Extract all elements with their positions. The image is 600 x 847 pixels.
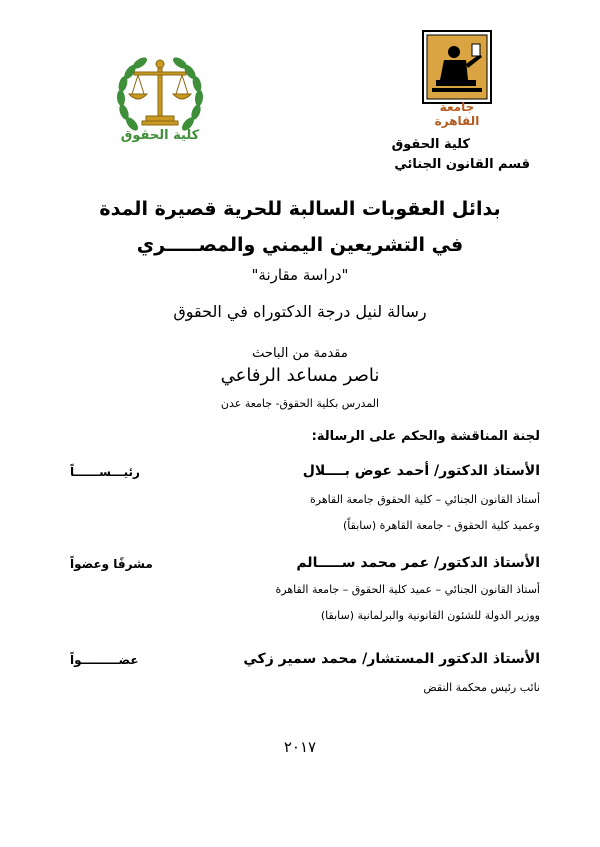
committee-member-role: مشرفًا وعضواً bbox=[70, 557, 153, 571]
researcher-position: المدرس بكلية الحقوق- جامعة عدن bbox=[220, 397, 380, 410]
committee-member-name: الأستاذ الدكتور/ أحمد عوض بــــلال bbox=[302, 463, 540, 479]
department-name: قسم القانون الجنائي bbox=[394, 157, 530, 172]
university-logo-text: جامعة القاهرة bbox=[434, 100, 480, 128]
committee-member-detail: أستاذ القانون الجنائي – عميد كلية الحقوق – جامعة القاهرة bbox=[275, 583, 540, 596]
cairo-university-logo bbox=[422, 30, 492, 128]
study-type: "دراسة مقارنة" bbox=[251, 266, 349, 284]
faculty-of-law-logo bbox=[110, 50, 210, 155]
committee-member-detail: أستاذ القانون الجنائي – كلية الحقوق جامعة القاهرة bbox=[310, 493, 540, 506]
committee-heading: لجنة المناقشة والحكم على الرسالة: bbox=[311, 429, 540, 444]
thesis-title-line-1: بدائل العقوبات السالبة للحرية قصيرة المدة bbox=[99, 198, 501, 220]
committee-member-name: الأستاذ الدكتور/ عمر محمد ســـــالم bbox=[296, 555, 540, 571]
researcher-name: ناصر مساعد الرفاعي bbox=[220, 365, 380, 386]
faculty-name: كلية الحقوق bbox=[391, 137, 470, 152]
committee-member-name: الأستاذ الدكتور المستشار/ محمد سمير زكي bbox=[243, 651, 540, 667]
faculty-logo-text: كلية الحقوق bbox=[120, 128, 200, 143]
publication-year: ٢٠١٧ bbox=[283, 738, 317, 756]
thesis-title-line-2: في التشريعين اليمني والمصـــــري bbox=[136, 234, 464, 256]
committee-member-role: رئيـــســــــاً bbox=[70, 465, 140, 479]
committee-member-detail: ووزير الدولة للشئون القانونية والبرلمانية (سابقا) bbox=[320, 609, 540, 622]
committee-member-detail: وعميد كلية الحقوق - جامعة القاهرة (سابقاً) bbox=[343, 519, 540, 532]
degree-statement: رسالة لنيل درجة الدكتوراه في الحقوق bbox=[173, 302, 427, 321]
prepared-by-label: مقدمة من الباحث bbox=[252, 346, 348, 361]
committee-member-detail: نائب رئيس محكمة النقض bbox=[423, 681, 540, 694]
committee-member-role: عضـــــــــواً bbox=[70, 653, 139, 667]
